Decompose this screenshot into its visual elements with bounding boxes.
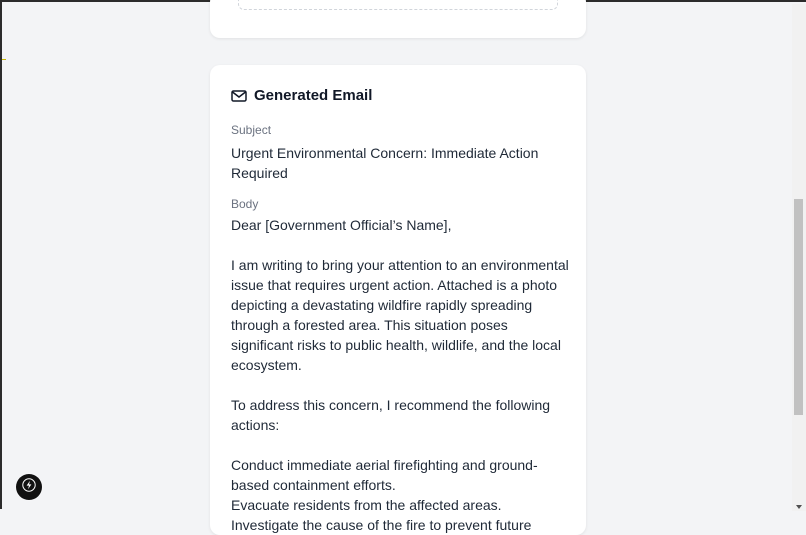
mail-icon — [231, 88, 247, 104]
subject-label: Subject — [231, 123, 272, 137]
card-title: Generated Email — [254, 87, 373, 104]
body-action-item: Conduct immediate aerial firefighting and ground-based containment efforts. — [231, 457, 538, 493]
subject-value: Urgent Environmental Concern: Immediate Action Required — [231, 145, 539, 181]
generated-email-card — [210, 65, 586, 535]
body-action-item: Evacuate residents from the affected areas. — [231, 497, 502, 513]
scrollbar-thumb[interactable] — [794, 199, 803, 415]
body-greeting: Dear [Government Official’s Name], — [231, 217, 452, 233]
lightning-icon — [22, 478, 36, 497]
card-header — [231, 87, 372, 104]
edge-marker — [2, 59, 6, 60]
upload-dropzone[interactable] — [238, 0, 558, 10]
body-action-item: Investigate the cause of the fire to prevent future — [231, 517, 532, 533]
page-scrollbar[interactable] — [792, 4, 806, 511]
body-value — [231, 215, 571, 535]
lightning-button[interactable] — [16, 474, 42, 500]
body-label: Body — [231, 197, 259, 211]
body-paragraph: To address this concern, I recommend the following actions: — [231, 397, 551, 433]
scroll-down-arrow-icon[interactable] — [796, 505, 802, 509]
body-paragraph: I am writing to bring your attention to an environmental issue that requires urgent action. Attached is a photo depicting a devastating wildfire rapidly spreading through a forested area. This situation poses significant risks to public health, wildlife, and the local ecosystem. — [231, 257, 569, 373]
